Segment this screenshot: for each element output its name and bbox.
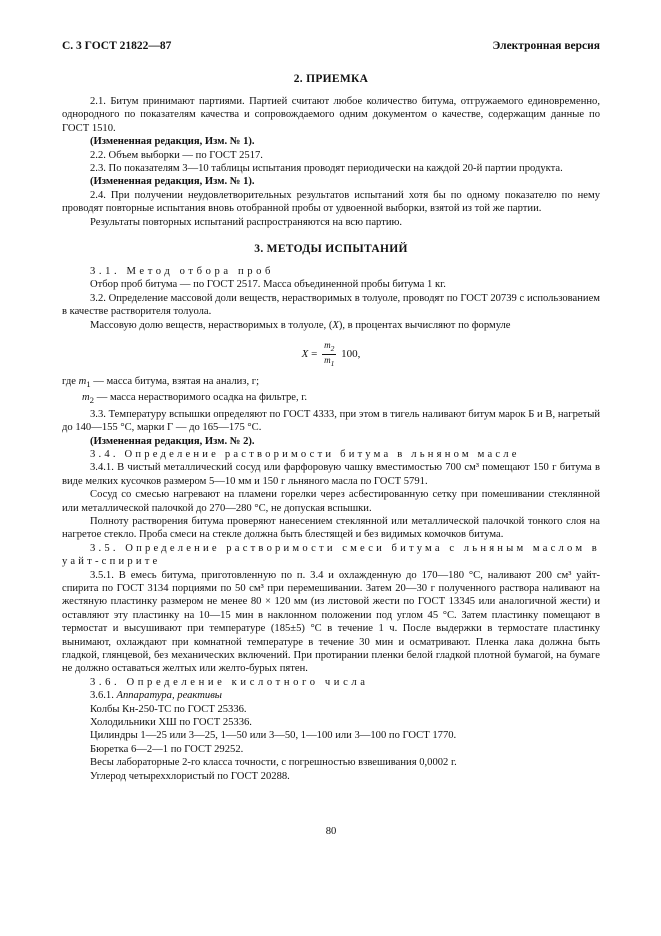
header-left: С. 3 ГОСТ 21822—87 (62, 40, 172, 52)
paragraph-3-1-title: 3.1. Метод отбора проб (90, 266, 275, 278)
list-item: Углерод четыреххлористый по ГОСТ 20288. (90, 770, 290, 782)
list-item: Бюретка 6—2—1 по ГОСТ 29252. (90, 743, 244, 755)
where-pre: где (62, 375, 79, 387)
formula-den-sub: 1 (330, 358, 335, 368)
paragraph-3-5-title: 3.5. Определение растворимости смеси битума с льняным маслом в уайт-спирите (62, 542, 600, 568)
formula-tail: 100, (338, 347, 361, 360)
paragraph-2-4: 2.4. При получении неудовлетворительных результатов испытаний хотя бы по одному показателю по нему проводят повторные испытания вновь отобранной пробы от удвоенной выборки, взятой из той же партии. (62, 189, 600, 215)
document-page (62, 40, 600, 837)
paragraph-3-6-title: 3.6. Определение кислотного числа (90, 676, 369, 688)
formula (62, 340, 600, 369)
formula-num-var: m (324, 340, 331, 351)
section-3-title: 3. МЕТОДЫ ИСПЫТАНИЙ (254, 243, 408, 256)
paragraph-3-4-1-b: Сосуд со смесью нагревают на пламени горелки через асбестированную сетку при помешивании стеклянной или металлической палочкой до 270—280 °С, не допуская вспышки. (62, 489, 600, 514)
edition-note-1: (Измененная редакция, Изм. № 1). (90, 136, 255, 148)
paragraph-2-2: 2.2. Объем выборки — по ГОСТ 2517. (90, 149, 263, 161)
paragraph-3-5-1: 3.5.1. В емесь битума, приготовленную по п. 3.4 и охлажденную до 170—180 °С, наливают 200 см³ уайт-спирита по ГОСТ 3134 порциями по 50 см³ при перемешивании. Затем 20—30 г полученного раствора наливают на жестяную пластинку размером не менее 80 × 120 мм (из листовой жести по ГОСТ 13345 или аналогичной жести) и оставляют эту пластинку на 10—15 мин в наклонном положении под углом 45 °С. Затем пластинку помещают в термостат и высушивают при температуре (185±5) °С в течение 1 ч. После выдержки в термостате пластинку вынимают, охлаждают при комнатной температуре в течение 30 мин и осматривают. Пленка лака должна быть гладкой, глянцевой, без механических включений. При протирании пленки белой гладкой плотной бумагой, на бумаге не должно оставаться желтых или желто-бурых пятен. (62, 569, 600, 675)
formula-lhs: X (301, 347, 309, 360)
where1-sub: 1 (86, 378, 91, 389)
list-item: Колбы Кн-250-ТС по ГОСТ 25336. (90, 703, 247, 715)
paragraph-3-6-1 (62, 689, 600, 702)
paragraph-3-4-title: 3.4. Определение растворимости битума в льняном масле (90, 448, 520, 460)
paragraph-3-3: 3.3. Температуру вспышки определяют по ГОСТ 4333, при этом в тигель наливают битум марок Б и В, нагретый до 140—155 °С, марки Г — до 165—175 °С. (62, 408, 600, 434)
paragraph-3-6-1-num: 3.6.1. (90, 690, 117, 702)
paragraph-2-1: 2.1. Битум принимают партиями. Партией считают любое количество битума, отгружаемого единовременно, однородного по показателям качества и сопровождаемого одним документом о качестве, содержащим данные по ГОСТ 1510. (62, 96, 600, 134)
page-header (62, 40, 600, 52)
formula-fraction (322, 340, 336, 369)
paragraph-2-3: 2.3. По показателям 3—10 таблицы испытания проводят периодически на каждой 20-й партии продукта. (90, 163, 563, 175)
formula-numerator (322, 340, 336, 355)
formula-intro-var: X (332, 319, 339, 331)
formula-intro-post: ), в процентах вычисляют по формуле (338, 319, 511, 331)
where1-text: — масса битума, взятая на анализ, г; (90, 375, 260, 387)
where-line-2 (62, 391, 600, 408)
edition-note-3: (Измененная редакция, Изм. № 2). (90, 435, 255, 447)
paragraph-3-4-1-c: Полноту растворения битума проверяют нанесением стеклянной или металлической палочкой тонкого слоя на нагретое стекло. Проба смеси на стекле должна быть блестящей и без видимых комочков битума. (62, 515, 600, 541)
where-line-1 (62, 375, 600, 392)
where2-sub: 2 (89, 395, 95, 406)
edition-note-2: (Измененная редакция, Изм. № 1). (90, 176, 255, 188)
page-number: 80 (325, 826, 337, 837)
formula-intro-pre: Массовую долю веществ, нерастворимых в толуоле, ( (90, 319, 333, 331)
where1-var: m (78, 375, 87, 387)
paragraph-3-4-1: 3.4.1. В чистый металлический сосуд или фарфоровую чашку вместимостью 700 см³ помещают 150 г битума в виде мелких кусочков размером 5—10 мм и 150 г льняного масла по ГОСТ 5791. (62, 462, 600, 487)
formula-num-sub: 2 (330, 343, 335, 353)
header-right: Электронная версия (492, 40, 600, 52)
paragraph-3-2-formula-intro (62, 319, 600, 332)
paragraph-3-2: 3.2. Определение массовой доли веществ, нерастворимых в толуоле, проводят по ГОСТ 20739 с использованием в качестве растворителя толуола. (62, 292, 600, 318)
list-item: Холодильники ХШ по ГОСТ 25336. (90, 717, 252, 729)
section-2-title: 2. ПРИЕМКА (293, 73, 369, 85)
paragraph-3-1-text: Отбор проб битума — по ГОСТ 2517. Масса объединенной пробы битума 1 кг. (90, 279, 446, 291)
formula-den-var: m (324, 354, 331, 365)
paragraph-3-6-1-title: Аппаратура, реактивы (116, 690, 222, 702)
formula-denominator (322, 355, 336, 369)
list-item: Весы лабораторные 2-го класса точности, с погрешностью взвешивания 0,0002 г. (90, 757, 457, 769)
list-item: Цилиндры 1—25 или 3—25, 1—50 или 3—50, 1—100 или 3—100 по ГОСТ 1770. (90, 730, 457, 742)
paragraph-2-4-result: Результаты повторных испытаний распространяются на всю партию. (90, 216, 403, 228)
formula-eq: = (308, 347, 321, 360)
where2-text: — масса нерастворимого осадка на фильтре, г. (94, 392, 308, 404)
where2-var: m (82, 392, 90, 404)
